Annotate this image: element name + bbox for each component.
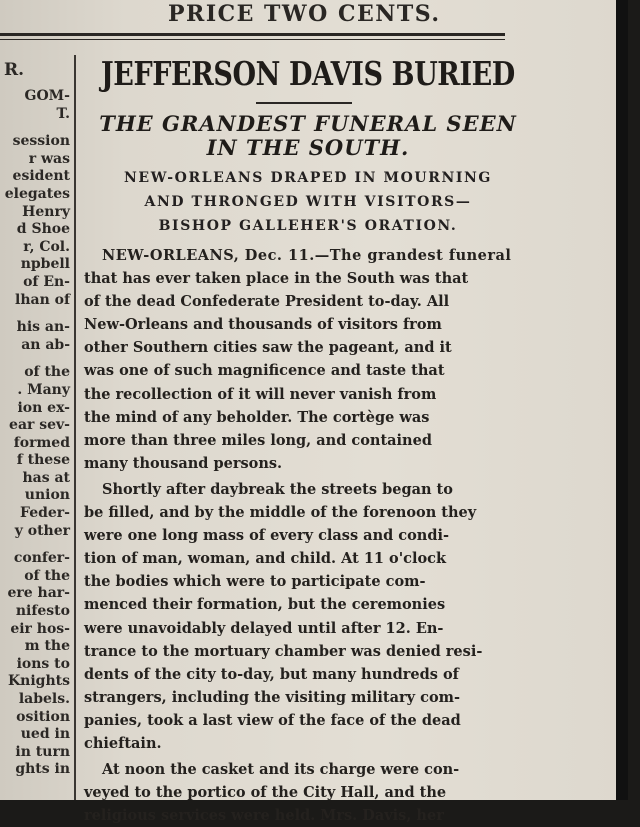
left-col-line: formed xyxy=(13,434,70,451)
article-subhead xyxy=(84,112,532,160)
left-col-line: of En- xyxy=(23,273,70,290)
subhead-line: IN THE SOUTH. xyxy=(206,135,410,160)
body-line: was one of such magnificence and taste that xyxy=(84,362,445,380)
left-col-line: ghts in xyxy=(15,761,70,778)
left-col-line: his an- xyxy=(16,319,70,336)
body-line: the bodies which were to participate com- xyxy=(84,573,426,591)
price-line: PRICE TWO CENTS. xyxy=(168,1,441,27)
left-col-line: . Many xyxy=(17,381,70,398)
body-line: menced their formation, but the ceremonies xyxy=(84,596,446,614)
left-col-line: eir hos- xyxy=(10,620,70,637)
left-col-line: r, Col. xyxy=(23,238,70,255)
body-line: the mind of any beholder. The cortège was xyxy=(84,408,430,426)
left-col-line: confer- xyxy=(13,550,70,567)
left-col-line: session xyxy=(12,133,70,150)
deck-line: NEW-ORLEANS DRAPED IN MOURNING xyxy=(124,170,492,186)
left-col-line: ear sev- xyxy=(9,417,70,434)
body-line: Shortly after daybreak the streets began to xyxy=(102,480,453,498)
masthead-rule-thin xyxy=(0,39,505,40)
body-line: At noon the casket and its charge were con- xyxy=(102,761,460,779)
article-deck xyxy=(84,166,532,238)
body-line: were unavoidably delayed until after 12. En- xyxy=(84,619,444,637)
body-line: trance to the mortuary chamber was denied resi- xyxy=(84,642,483,660)
left-col-line: ion ex- xyxy=(17,399,70,416)
left-col-line: ions to xyxy=(16,655,70,672)
body-line: NEW-ORLEANS, Dec. 11.—The grandest funeral xyxy=(102,247,512,264)
body-line: the recollection of it will never vanish from xyxy=(84,385,437,403)
body-line: tion of man, woman, and child. At 11 o'clock xyxy=(84,550,447,568)
headline-dash xyxy=(256,102,352,104)
body-line: many thousand persons. xyxy=(84,454,283,472)
deck-line: AND THRONGED WITH VISITORS— xyxy=(144,194,472,210)
page-edge-shadow xyxy=(616,0,628,800)
left-col-line: ued in xyxy=(20,726,70,743)
left-col-line: of the xyxy=(24,567,70,584)
left-col-line: Henry xyxy=(22,203,70,220)
body-line: religious services were held. Mrs. Davis, her xyxy=(84,807,444,825)
masthead xyxy=(0,0,628,32)
left-col-line: m the xyxy=(24,638,70,655)
paragraph xyxy=(84,244,532,475)
left-col-gap xyxy=(0,354,70,364)
article xyxy=(84,54,532,827)
left-col-gap xyxy=(0,540,70,550)
left-col-line: GOM- xyxy=(24,88,70,104)
left-col-line: nifesto xyxy=(15,603,70,620)
paragraph xyxy=(84,478,532,755)
left-col-line: T. xyxy=(56,105,70,122)
left-col-line: has at xyxy=(22,469,70,486)
body-line: other Southern cities saw the pageant, and it xyxy=(84,339,452,357)
left-col-gap xyxy=(0,309,70,319)
masthead-rule-thick xyxy=(0,33,505,36)
left-col-line: labels. xyxy=(18,691,70,707)
body-line: strangers, including the visiting military com- xyxy=(84,688,460,706)
body-line: chieftain. xyxy=(84,734,162,752)
left-col-line: ere har- xyxy=(7,585,70,602)
left-col-line: elegates xyxy=(4,185,70,202)
left-col-line: r was xyxy=(28,150,70,167)
body-line: New-Orleans and thousands of visitors from xyxy=(84,316,442,334)
left-col-line: an ab- xyxy=(21,336,70,353)
paragraph xyxy=(84,758,532,827)
body-line: more than three miles long, and contained xyxy=(84,431,432,449)
left-col-line: y other xyxy=(14,522,70,539)
left-col-line: f these xyxy=(16,452,70,469)
body-line: were one long mass of every class and condi- xyxy=(84,527,450,545)
body-line: veyed to the portico of the City Hall, and the xyxy=(84,784,447,802)
article-headline: JEFFERSON DAVIS BURIED xyxy=(100,54,515,93)
left-col-line: npbell xyxy=(20,256,70,273)
body-line: panies, took a last view of the face of the dead xyxy=(84,711,461,729)
body-line: dents of the city to-day, but many hundreds of xyxy=(84,665,459,683)
column-divider xyxy=(74,55,76,800)
body-line: of the dead Confederate President to-day. All xyxy=(84,293,450,311)
left-col-line: Knights xyxy=(8,673,70,690)
left-column-fragment xyxy=(0,60,70,779)
body-line: that has ever taken place in the South was that xyxy=(84,270,469,288)
deck-line: BISHOP GALLEHER'S ORATION. xyxy=(158,218,458,234)
left-col-line: of the xyxy=(24,364,70,381)
left-col-line: R. xyxy=(4,60,25,80)
body-line: be filled, and by the middle of the forenoon they xyxy=(84,504,477,522)
article-body xyxy=(84,244,532,827)
left-col-line: union xyxy=(24,487,70,504)
left-col-line: in turn xyxy=(15,743,70,760)
left-col-line: d Shoe xyxy=(16,221,70,238)
subhead-line: THE GRANDEST FUNERAL SEEN xyxy=(99,111,517,136)
left-col-line: osition xyxy=(16,708,70,725)
left-col-line: lhan of xyxy=(15,291,70,308)
left-col-line: Feder- xyxy=(20,505,70,522)
left-col-gap xyxy=(0,123,70,133)
left-col-line: esident xyxy=(12,168,70,185)
